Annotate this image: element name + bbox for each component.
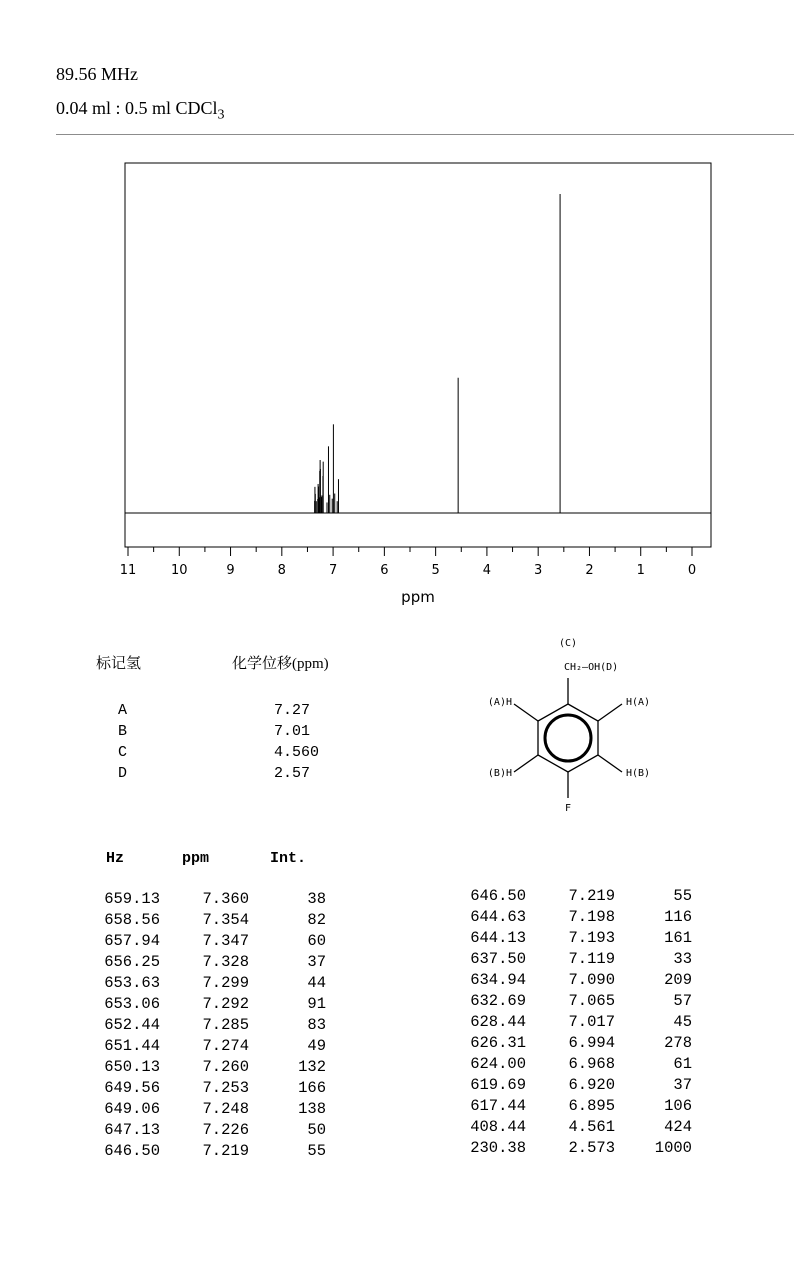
sample-text: 0.04 ml : 0.5 ml CDCl [56, 98, 218, 118]
h-a-right: H(A) [626, 697, 651, 708]
x-tick-label: 1 [636, 563, 645, 578]
peak-ppm: 7.193 [568, 929, 615, 947]
peak-hz: 637.50 [470, 950, 526, 968]
peak-hz: 632.69 [470, 992, 526, 1010]
peak-row [0, 971, 794, 992]
peak-ppm: 7.274 [202, 1037, 249, 1055]
assignment-shift: 7.27 [274, 702, 311, 719]
peak-int: 132 [298, 1058, 326, 1076]
peak-int: 44 [307, 974, 326, 992]
h-b-left: (B)H [487, 768, 512, 779]
x-tick-label: 7 [328, 563, 338, 578]
peak-int: 91 [307, 995, 326, 1013]
peak-int: 37 [673, 1076, 692, 1094]
x-tick-label: 9 [226, 563, 235, 578]
header-ppm: ppm [182, 850, 210, 867]
x-tick-label: 4 [482, 563, 492, 578]
peak-row [0, 1076, 794, 1097]
peak-hz: 652.44 [104, 1016, 160, 1034]
assignment-header-hydrogen: 标记氢 [96, 656, 142, 672]
peak-int: 61 [673, 1055, 692, 1073]
peak-ppm: 7.299 [202, 974, 249, 992]
peak-int: 49 [307, 1037, 326, 1055]
x-axis-label: ppm [401, 588, 435, 606]
peak-int: 106 [664, 1097, 692, 1115]
peak-int: 37 [307, 953, 326, 971]
x-tick-label: 3 [534, 563, 543, 578]
ch2-oh-group: CH₂—OH(D) [564, 662, 619, 673]
peak-int: 278 [664, 1034, 692, 1052]
peak-hz: 230.38 [470, 1139, 526, 1157]
peak-hz: 651.44 [104, 1037, 160, 1055]
peak-ppm: 7.198 [568, 908, 615, 926]
peak-ppm: 7.017 [568, 1013, 615, 1031]
peak-hz: 644.13 [470, 929, 526, 947]
peak-row [0, 992, 794, 1013]
peak-ppm: 7.285 [202, 1016, 249, 1034]
peak-hz: 656.25 [104, 953, 160, 971]
peak-ppm: 2.573 [568, 1139, 615, 1157]
fluorine-atom: F [564, 803, 572, 814]
peak-hz: 649.56 [104, 1079, 160, 1097]
peak-int: 116 [664, 908, 692, 926]
x-tick-label: 2 [585, 563, 594, 578]
peak-hz: 644.63 [470, 908, 526, 926]
peak-int: 55 [673, 887, 692, 905]
peak-hz: 658.56 [104, 911, 160, 929]
x-tick-label: 6 [380, 563, 389, 578]
peak-ppm: 7.354 [202, 911, 249, 929]
assignment-shift: 2.57 [274, 765, 311, 782]
assignment-row [0, 765, 400, 785]
peak-hz: 650.13 [104, 1058, 160, 1076]
assignment-label: A [118, 702, 128, 719]
peak-hz: 624.00 [470, 1055, 526, 1073]
peak-hz: 649.06 [104, 1100, 160, 1118]
peak-hz: 628.44 [470, 1013, 526, 1031]
assignment-shift: 7.01 [274, 723, 311, 740]
peak-int: 82 [307, 911, 326, 929]
peak-hz: 617.44 [470, 1097, 526, 1115]
assignment-header-shift: 化学位移(ppm) [232, 656, 329, 672]
x-tick-label: 8 [277, 563, 286, 578]
peak-int: 38 [307, 890, 326, 908]
x-tick-label: 10 [170, 563, 188, 578]
peak-hz: 408.44 [470, 1118, 526, 1136]
assignment-label: C [118, 744, 128, 761]
peak-hz: 659.13 [104, 890, 160, 908]
peak-int: 60 [307, 932, 326, 950]
peak-table-header [0, 850, 400, 870]
peak-ppm: 7.328 [202, 953, 249, 971]
peak-row [0, 1118, 794, 1139]
peak-int: 57 [673, 992, 692, 1010]
peak-ppm: 6.968 [568, 1055, 615, 1073]
x-axis-ticks [120, 547, 696, 578]
peak-int: 166 [298, 1079, 326, 1097]
peak-ppm: 7.347 [202, 932, 249, 950]
peak-hz: 653.06 [104, 995, 160, 1013]
x-tick-label: 5 [431, 563, 440, 578]
peak-ppm: 4.561 [568, 1118, 615, 1136]
peak-int: 161 [664, 929, 692, 947]
plot-frame [125, 163, 711, 547]
assignment-row [0, 702, 400, 722]
peak-ppm: 7.065 [568, 992, 615, 1010]
peak-hz: 646.50 [470, 887, 526, 905]
peak-row [0, 950, 794, 971]
x-tick-label: 0 [687, 563, 697, 578]
peak-int: 424 [664, 1118, 692, 1136]
assignment-label: D [118, 765, 128, 782]
peak-int: 83 [307, 1016, 326, 1034]
peak-ppm: 7.119 [568, 950, 615, 968]
peak-int: 45 [673, 1013, 692, 1031]
peak-hz: 619.69 [470, 1076, 526, 1094]
peak-int: 1000 [654, 1139, 692, 1157]
peak-ppm: 6.895 [568, 1097, 615, 1115]
peak-int: 209 [664, 971, 692, 989]
sample-subscript: 3 [217, 107, 225, 123]
spectrometer-frequency: 89.56 MHz [56, 64, 138, 84]
peak-ppm: 7.360 [202, 890, 249, 908]
peak-row [0, 1097, 794, 1118]
peak-ppm: 7.260 [202, 1058, 249, 1076]
assignment-label: B [118, 723, 128, 740]
peak-ppm: 7.248 [202, 1100, 249, 1118]
spectrum-peaks [315, 194, 560, 513]
peak-hz: 647.13 [104, 1121, 160, 1139]
peak-row [0, 1055, 794, 1076]
peak-ppm: 7.219 [568, 887, 615, 905]
peak-hz: 626.31 [470, 1034, 526, 1052]
peak-row [0, 929, 794, 950]
x-tick-label: 11 [119, 563, 137, 578]
nmr-spectrum-chart [0, 0, 794, 620]
header-int: Int. [270, 850, 307, 867]
peak-row [0, 1013, 794, 1034]
molecular-structure [470, 632, 670, 822]
peak-int: 55 [307, 1142, 326, 1160]
header-hz: Hz [106, 850, 125, 867]
peak-int: 50 [307, 1121, 326, 1139]
peak-row [0, 1139, 794, 1160]
assignment-shift: 4.560 [274, 744, 320, 761]
peak-ppm: 7.253 [202, 1079, 249, 1097]
peak-int: 138 [298, 1100, 326, 1118]
peak-ppm: 7.090 [568, 971, 615, 989]
h-a-left: (A)H [487, 697, 512, 708]
peak-hz: 646.50 [104, 1142, 160, 1160]
peak-ppm: 7.292 [202, 995, 249, 1013]
peak-ppm: 7.219 [202, 1142, 249, 1160]
peak-ppm: 6.920 [568, 1076, 615, 1094]
benzene-ring [514, 678, 622, 798]
peak-int: 33 [673, 950, 692, 968]
peak-hz: 634.94 [470, 971, 526, 989]
h-b-right: H(B) [626, 768, 651, 779]
peak-hz: 653.63 [104, 974, 160, 992]
assignment-row [0, 744, 400, 764]
peak-ppm: 7.226 [202, 1121, 249, 1139]
peak-row [0, 887, 794, 908]
assignment-row [0, 723, 400, 743]
peak-row [0, 908, 794, 929]
peak-row [0, 1034, 794, 1055]
peak-hz: 657.94 [104, 932, 160, 950]
peak-ppm: 6.994 [568, 1034, 615, 1052]
label-c: (C) [558, 638, 578, 649]
